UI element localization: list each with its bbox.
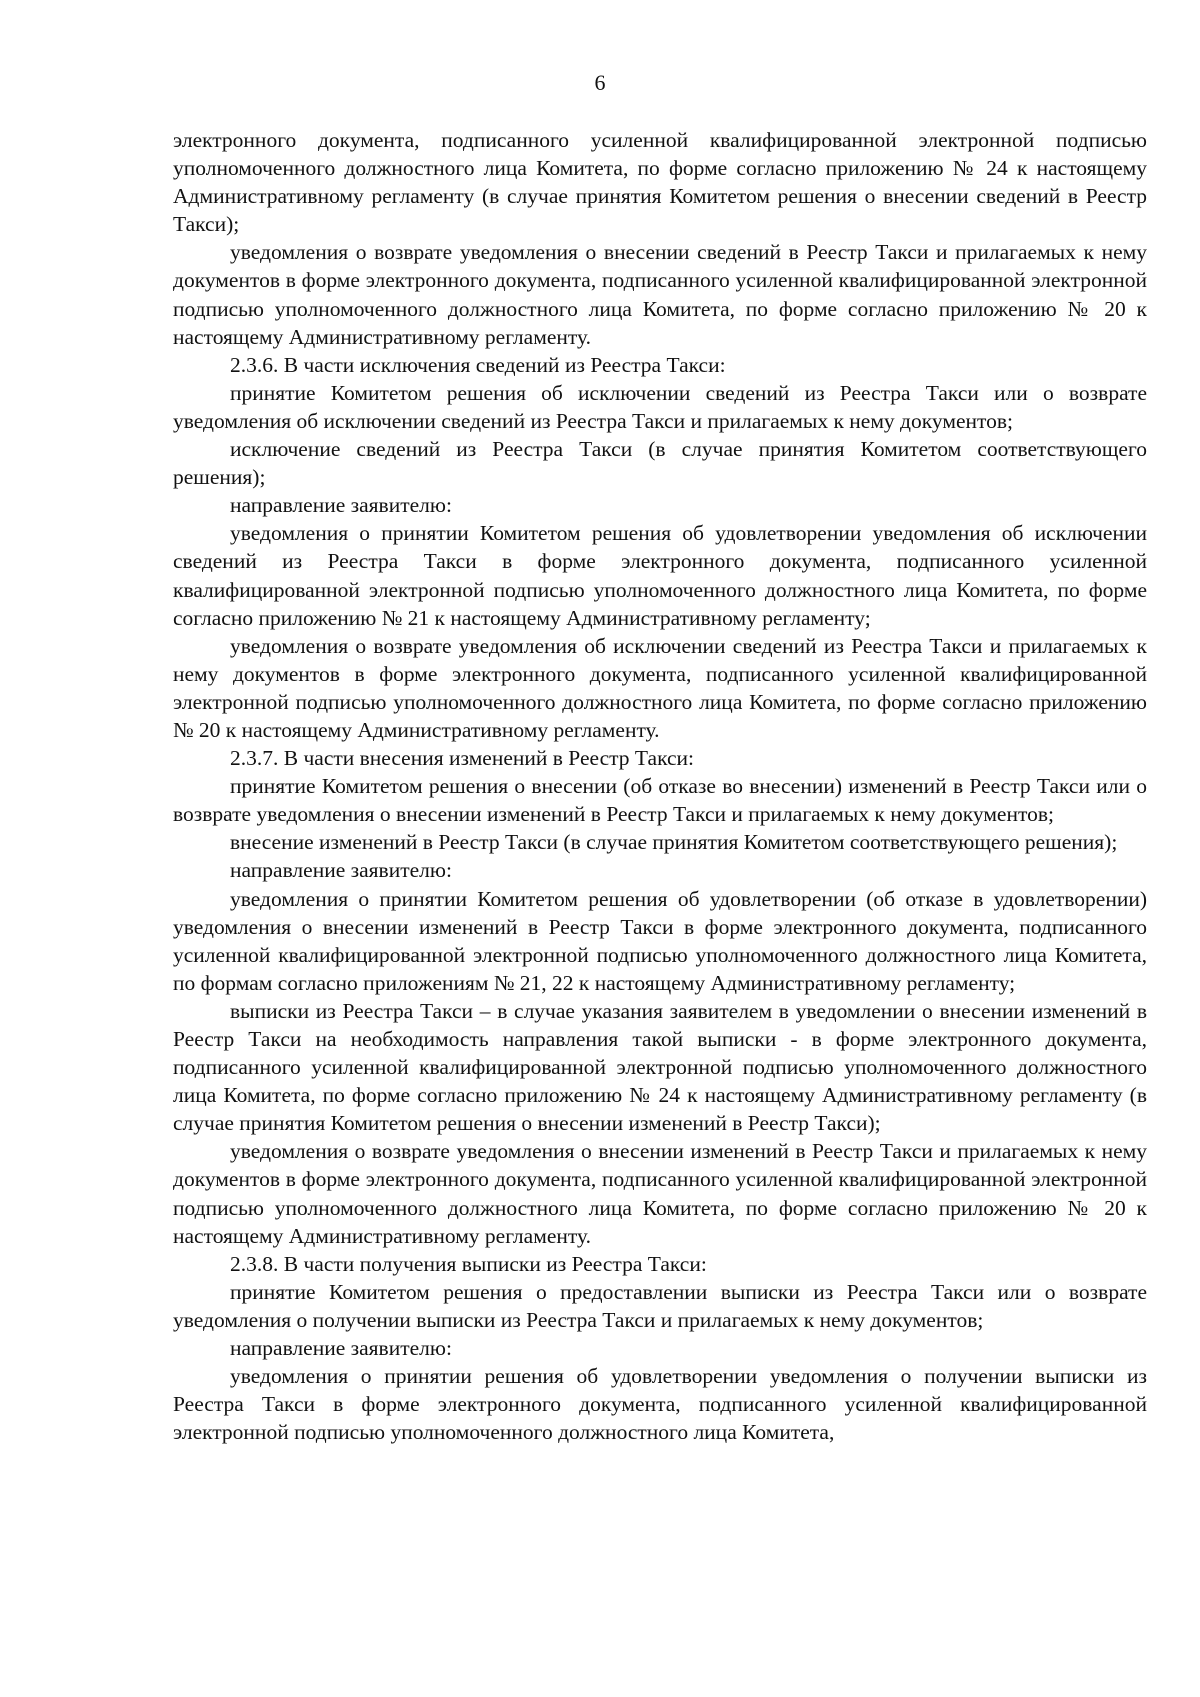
paragraph: уведомления о принятии Комитетом решения об удовлетворении (об отказе в удовлетворении) уведомления о внесении изменений в Реестр Такси в форме электронного документа, подписанного усиленной квалифицированной электронной подписью уполномоченного должностного лица Комитета, по формам согласно приложениям № 21, 22 к настоящему Административному регламенту; [173, 886, 1147, 995]
document-body [173, 126, 1147, 1446]
paragraph: исключение сведений из Реестра Такси (в случае принятия Комитетом соответствующего решения); [173, 437, 1147, 490]
paragraph: уведомления о возврате уведомления о внесении сведений в Реестр Такси и прилагаемых к нему документов в форме электронного документа, подписанного усиленной квалифицированной электронной подписью уполномоченного должностного лица Комитета, по форме согласно приложению № 20 к настоящему Административному регламенту. [173, 240, 1147, 349]
paragraph: направление заявителю: [230, 858, 452, 883]
paragraph: выписки из Реестра Такси – в случае указания заявителем в уведомлении о внесении изменений в Реестр Такси на необходимость направления такой выписки - в форме электронного документа, подписанного усиленной квалифицированной электронной подписью уполномоченного должностного лица Комитета, по форме согласно приложению № 24 к настоящему Административному регламенту (в случае принятия Комитетом решения о внесении изменений в Реестр Такси); [173, 998, 1147, 1136]
paragraph: принятие Комитетом решения о предоставлении выписки из Реестра Такси или о возврате уведомления о получении выписки из Реестра Такси и прилагаемых к нему документов; [173, 1279, 1147, 1332]
paragraph: уведомления о принятии Комитетом решения об удовлетворении уведомления об исключении сведений из Реестра Такси в форме электронного документа, подписанного усиленной квалифицированной электронной подписью уполномоченного должностного лица Комитета, по форме согласно приложению № 21 к настоящему Административному регламенту; [173, 521, 1147, 630]
paragraph: принятие Комитетом решения о внесении (об отказе во внесении) изменений в Реестр Такси или о возврате уведомления о внесении изменений в Реестр Такси и прилагаемых к нему документов; [173, 774, 1147, 827]
paragraph: направление заявителю: [230, 493, 452, 518]
section-heading-2-3-8: 2.3.8. В части получения выписки из Реестра Такси: [230, 1251, 707, 1276]
paragraph: уведомления о принятии решения об удовлетворении уведомления о получении выписки из Реестра Такси в форме электронного документа, подписанного усиленной квалифицированной электронной подписью уполномоченного должностного лица Комитета, [173, 1364, 1147, 1445]
paragraph: уведомления о возврате уведомления об исключении сведений из Реестра Такси и прилагаемых к нему документов в форме электронного документа, подписанного усиленной квалифицированной электронной подписью уполномоченного должностного лица Комитета, по форме согласно приложению № 20 к настоящему Административному регламенту. [173, 633, 1147, 742]
section-heading-2-3-6: 2.3.6. В части исключения сведений из Реестра Такси: [230, 352, 726, 377]
page-number: 6 [594, 70, 606, 95]
paragraph: электронного документа, подписанного усиленной квалифицированной электронной подписью уполномоченного должностного лица Комитета, по форме согласно приложению № 24 к настоящему Административному регламенту (в случае принятия Комитетом решения о внесении сведений в Реестр Такси); [173, 128, 1147, 237]
paragraph: принятие Комитетом решения об исключении сведений из Реестра Такси или о возврате уведомления об исключении сведений из Реестра Такси и прилагаемых к нему документов; [173, 380, 1147, 433]
paragraph: уведомления о возврате уведомления о внесении изменений в Реестр Такси и прилагаемых к нему документов в форме электронного документа, подписанного усиленной квалифицированной электронной подписью уполномоченного должностного лица Комитета, по форме согласно приложению № 20 к настоящему Административному регламенту. [173, 1139, 1147, 1248]
section-heading-2-3-7: 2.3.7. В части внесения изменений в Реестр Такси: [230, 746, 695, 771]
paragraph: внесение изменений в Реестр Такси (в случае принятия Комитетом соответствующего решения); [230, 830, 1118, 855]
paragraph: направление заявителю: [230, 1336, 452, 1361]
